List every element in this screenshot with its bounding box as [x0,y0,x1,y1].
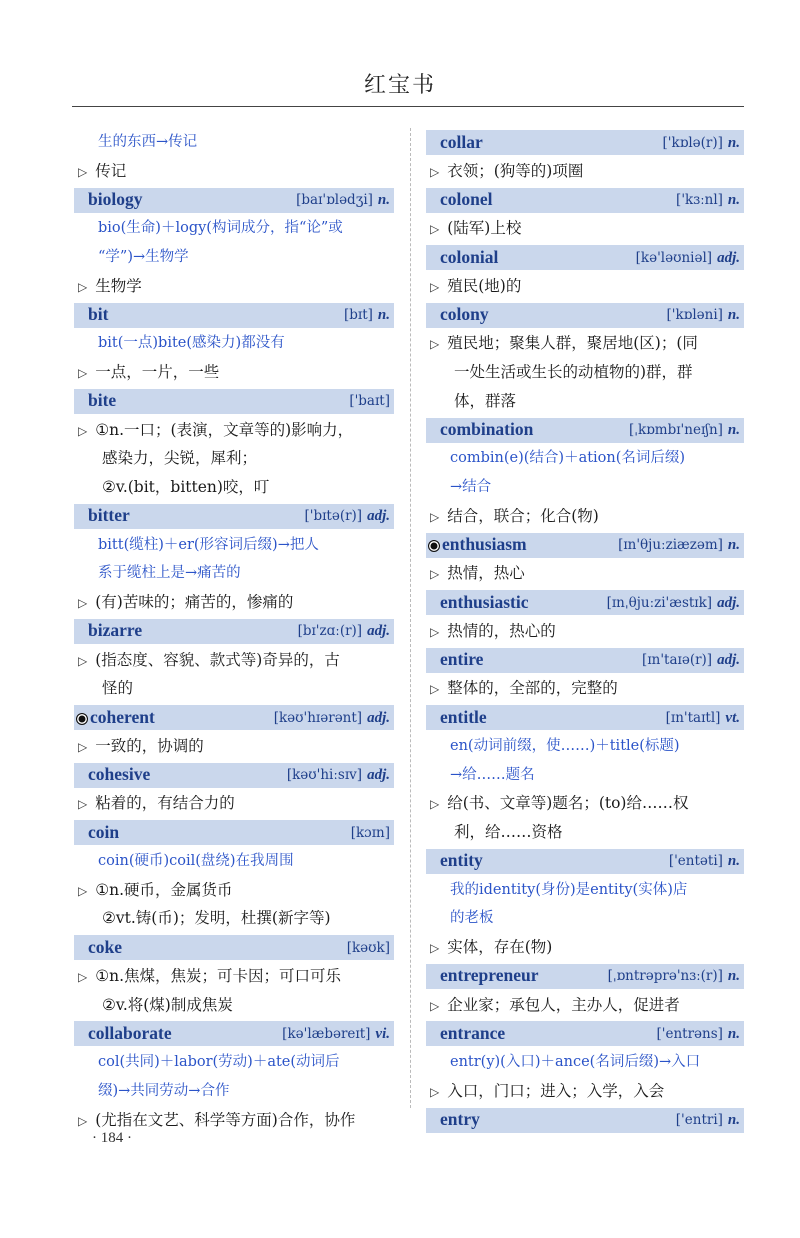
definition-line [74,358,394,387]
definition-text: (陆军)上校 [447,219,522,238]
definition-text: 热情，热心 [447,564,525,583]
phonetic: [kəʊk] [346,939,390,956]
definition-line [426,1077,744,1106]
headword-group [88,188,142,213]
phonetic: [ɪnˌθjuːzi'æstɪk] [606,594,713,611]
pronunciation-group [676,1108,740,1133]
phonetic: [baɪ'ɒlədʒi] [296,192,373,208]
phonetic: [kɔɪn] [350,824,390,841]
entry-headword-bar [74,619,394,644]
triangle-bullet-icon: ▷ [78,883,88,898]
definition-text: 企业家；承包人，主办人，促进者 [447,995,680,1014]
triangle-bullet-icon: ▷ [430,941,440,955]
headword: enthusiasm [442,534,527,554]
headword-group [440,849,483,874]
part-of-speech: n. [727,853,740,870]
headword-group [440,1021,505,1046]
definition-text: (指态度、容貌、款式等)奇异的，古 [95,650,340,669]
pronunciation-group [663,130,740,155]
part-of-speech: adj. [367,709,390,726]
pronunciation-group [344,303,390,328]
triangle-bullet-icon: ▷ [78,1113,88,1128]
headword-group [88,763,150,788]
definition-text: ①n.硬币，金属货币 [95,880,233,899]
part-of-speech: adj. [367,623,390,640]
definition-text: 生物学 [95,276,142,295]
pronunciation-group [287,763,390,788]
pronunciation-group [636,245,740,270]
triangle-bullet-icon: ▷ [78,423,88,438]
pronunciation-group [667,303,740,328]
definition-line [74,962,394,991]
headword: cohesive [88,764,151,784]
definition-line [74,588,394,617]
etymology-line: col(共同)＋labor(劳动)＋ate(动词后 [98,1054,340,1070]
definition-line [74,789,394,818]
pronunciation-group [347,935,390,960]
headword-group [440,705,487,730]
headword: entitle [440,706,487,727]
triangle-bullet-icon: ▷ [430,998,440,1013]
definition-continuation: 利，给……资格 [454,823,563,841]
entry-headword-bar [426,1021,744,1046]
part-of-speech: adj. [717,652,740,668]
headword-group [88,705,155,730]
headword-group [88,389,116,414]
headword-group [440,590,528,615]
pronunciation-group [349,389,390,414]
phonetic: [ɪn'taɪə(r)] [642,652,713,668]
etymology-line: entr(y)(入口)＋ance(名词后缀)→入口 [450,1054,701,1070]
left-column [74,128,394,1134]
headword-group [440,245,498,270]
part-of-speech: adj. [367,508,390,525]
right-column [426,128,744,1134]
headword-group [88,504,130,529]
phonetic: [bɪ'zɑː(r)] [297,623,363,640]
entry-headword-bar [74,303,394,328]
entry-headword-bar [426,705,744,730]
definition-line [74,157,394,186]
triangle-bullet-icon: ▷ [430,164,440,179]
triangle-bullet-icon: ▷ [430,509,440,524]
headword-group [88,303,108,328]
definition-continuation: ②vt.铸(币)；发明，杜撰(新字等) [102,909,331,928]
headword: colony [440,304,489,324]
phonetic: ['kɒlə(r)] [662,134,723,151]
pronunciation-group [282,1021,390,1046]
definition-line [426,789,744,818]
definition-continuation: 怪的 [102,679,134,698]
pronunciation-group [669,849,740,874]
definition-line [74,876,394,905]
definition-line [426,559,744,588]
definition-text: 一致的，协调的 [95,736,204,755]
definition-line [426,214,744,243]
entry-headword-bar [426,130,744,155]
pronunciation-group [298,619,390,644]
triangle-bullet-icon: ▷ [430,1084,440,1099]
entry-headword-bar [426,188,744,213]
etymology-line: 生的东西→传记 [98,134,198,150]
headword-group [88,619,142,644]
title-rule [72,106,744,107]
definition-line [426,933,744,962]
part-of-speech: n. [727,1112,740,1128]
headword-group [440,303,489,328]
triangle-bullet-icon: ▷ [430,797,440,812]
entry-headword-bar [426,1108,744,1133]
definition-line [426,502,744,531]
key-word-marker-icon [428,540,440,552]
entry-headword-bar [426,533,744,558]
definition-text: 整体的，全部的，完整的 [447,679,618,698]
headword: entire [440,649,484,669]
part-of-speech: vt. [725,709,740,726]
page-number: · 184 · [92,1130,132,1146]
phonetic: [ɪn'θjuːziæzəm] [618,537,723,553]
pronunciation-group [296,188,390,213]
headword: biology [88,189,143,209]
definition-text: ①n.一口；(表演，文章等的)影响力， [95,420,354,439]
headword: collaborate [88,1022,172,1043]
definition-text: 衣领；(狗等的)项圈 [447,161,584,180]
definition-line [426,157,744,186]
pronunciation-group [608,964,740,989]
entry-headword-bar [426,849,744,874]
definition-text: (有)苦味的；痛苦的，惨痛的 [95,593,294,611]
headword-group [440,964,539,989]
etymology-line: bitt(缆柱)＋er(形容词后缀)→把人 [98,536,319,553]
definition-text: 殖民地；聚集人群，聚居地(区)；(同 [447,334,698,353]
definition-line [74,272,394,301]
headword: bizarre [88,620,143,641]
phonetic: ['kɒləni] [666,307,723,323]
pronunciation-group [666,705,740,730]
headword: collar [440,131,483,152]
phonetic: [ˌkɒmbɪ'neɪʃn] [629,422,723,438]
definition-continuation: 体，群落 [454,391,517,410]
triangle-bullet-icon: ▷ [78,797,88,812]
definition-continuation: ②v.(bit，bitten)咬，叮 [102,478,270,496]
definition-continuation: 一处生活或生长的动植物的)群，群 [454,363,693,381]
entry-headword-bar [74,389,394,414]
headword: combination [440,419,534,439]
part-of-speech: n. [377,192,390,208]
phonetic: ['bɪtə(r)] [304,508,363,525]
headword: bite [88,390,117,411]
definition-text: ①n.焦煤，焦炭；可卡因；可口可乐 [95,966,342,985]
phonetic: ['entri] [675,1112,723,1128]
part-of-speech: n. [377,307,390,323]
entry-headword-bar [426,964,744,989]
definition-text: 殖民(地)的 [447,276,522,295]
triangle-bullet-icon: ▷ [78,164,88,179]
definition-text: 实体，存在(物) [447,938,553,956]
triangle-bullet-icon: ▷ [78,739,88,754]
definition-text: 粘着的，有结合力的 [95,794,235,813]
etymology-line: 系于缆柱上是→痛苦的 [98,565,241,582]
triangle-bullet-icon: ▷ [430,624,440,639]
definition-line [426,617,744,646]
definition-text: (尤指在文艺、科学等方面)合作，协作 [95,1110,356,1129]
column-divider [410,128,411,1108]
headword: coin [88,821,120,842]
phonetic: [ˌɒntrəprə'nɜː(r)] [607,968,723,985]
part-of-speech: adj. [717,249,740,266]
entry-headword-bar [426,245,744,270]
headword-group [440,418,533,443]
etymology-line: coin(硬币)coil(盘绕)在我周围 [98,852,294,869]
etymology-line: en(动词前缀，使……)＋title(标题) [450,737,680,754]
headword: enthusiastic [440,591,529,612]
etymology-line: →结合 [450,479,492,495]
headword-group [440,648,483,673]
etymology-line: “学”)→生物学 [98,249,189,265]
etymology-line: bio(生命)＋logy(构词成分，指“论”或 [98,220,343,237]
page-title: 红宝书 [363,73,436,98]
part-of-speech: n. [727,968,740,985]
entry-headword-bar [426,418,744,443]
part-of-speech: vi. [375,1025,390,1042]
pronunciation-group [642,648,740,673]
headword: bit [88,304,109,324]
part-of-speech: n. [727,537,740,553]
definition-line [74,416,394,445]
triangle-bullet-icon: ▷ [430,279,440,294]
headword-group [88,935,122,960]
pronunciation-group [629,418,740,443]
definition-text: 给(书、文章等)题名；(to)给……权 [447,794,689,813]
definition-line [426,674,744,703]
headword-group [88,820,119,845]
definition-text: 一点，一片，一些 [95,363,220,381]
key-word-marker-icon [76,713,88,725]
triangle-bullet-icon: ▷ [430,222,440,237]
headword: colonel [440,189,493,209]
etymology-line: 缀)→共同劳动→合作 [98,1082,230,1099]
etymology-line: combin(e)(结合)＋ation(名词后缀) [450,450,686,467]
phonetic: [kəʊ'hɪərənt] [273,709,363,726]
headword-group [440,188,493,213]
entry-headword-bar [74,504,394,529]
pronunciation-group [676,188,740,213]
triangle-bullet-icon: ▷ [78,279,88,294]
part-of-speech: n. [727,1025,740,1042]
phonetic: ['entəti] [668,853,723,870]
phonetic: [kə'læbəreɪt] [282,1025,371,1042]
triangle-bullet-icon: ▷ [430,567,440,582]
entry-headword-bar [426,648,744,673]
phonetic: ['baɪt] [349,393,390,410]
headword-group [88,1021,172,1046]
phonetic: [kəʊ'hiːsɪv] [286,767,363,783]
headword: entrepreneur [440,965,539,986]
phonetic: [ɪn'taɪtl] [665,709,721,726]
definition-continuation: ②v.将(煤)制成焦炭 [102,995,233,1014]
headword: entry [440,1109,480,1129]
headword: entity [440,850,483,871]
etymology-line: →给……题名 [450,766,535,783]
definition-line [74,646,394,675]
part-of-speech: adj. [717,594,740,611]
phonetic: [bɪt] [343,307,373,323]
definition-text: 入口，门口；进入；入学，入会 [447,1081,665,1100]
entry-headword-bar [426,303,744,328]
headword: coherent [90,706,155,727]
headword-group [440,533,527,558]
headword-group [440,1108,480,1133]
pronunciation-group [304,504,390,529]
entry-headword-bar [74,763,394,788]
part-of-speech: n. [727,134,740,151]
part-of-speech: n. [727,307,740,323]
headword: bitter [88,505,130,526]
triangle-bullet-icon: ▷ [430,337,440,352]
part-of-speech: adj. [367,767,390,783]
headword-group [440,130,483,155]
headword: coke [88,936,123,957]
pronunciation-group [351,820,390,845]
etymology-line: 我的identity(身份)是entity(实体)店 [450,881,688,898]
definition-line [426,272,744,301]
definition-line [74,732,394,761]
definition-text: 热情的，热心的 [447,621,556,640]
pronunciation-group [607,590,740,615]
triangle-bullet-icon: ▷ [78,596,88,610]
pronunciation-group [274,705,390,730]
triangle-bullet-icon: ▷ [78,653,88,668]
entry-headword-bar [74,188,394,213]
phonetic: [kə'ləʊniəl] [635,249,713,266]
part-of-speech: n. [727,422,740,438]
entry-headword-bar [74,705,394,730]
etymology-line: bit(一点)bite(感染力)都没有 [98,335,285,352]
triangle-bullet-icon: ▷ [430,682,440,697]
pronunciation-group [618,533,740,558]
phonetic: ['kɜːnl] [676,192,723,208]
triangle-bullet-icon: ▷ [78,366,88,380]
entry-headword-bar [74,935,394,960]
entry-headword-bar [74,1021,394,1046]
headword: colonial [440,246,499,267]
phonetic: ['entrəns] [656,1025,723,1042]
definition-line [426,329,744,358]
etymology-line: 的老板 [450,910,494,927]
part-of-speech: n. [727,192,740,208]
triangle-bullet-icon: ▷ [78,969,88,984]
entry-headword-bar [426,590,744,615]
definition-line [426,991,744,1020]
definition-text: 结合，联合；化合(物) [447,506,599,525]
pronunciation-group [656,1021,740,1046]
definition-continuation: 感染力，尖锐，犀利； [102,449,258,468]
entry-headword-bar [74,820,394,845]
definition-text: 传记 [95,161,127,180]
headword: entrance [440,1022,506,1043]
